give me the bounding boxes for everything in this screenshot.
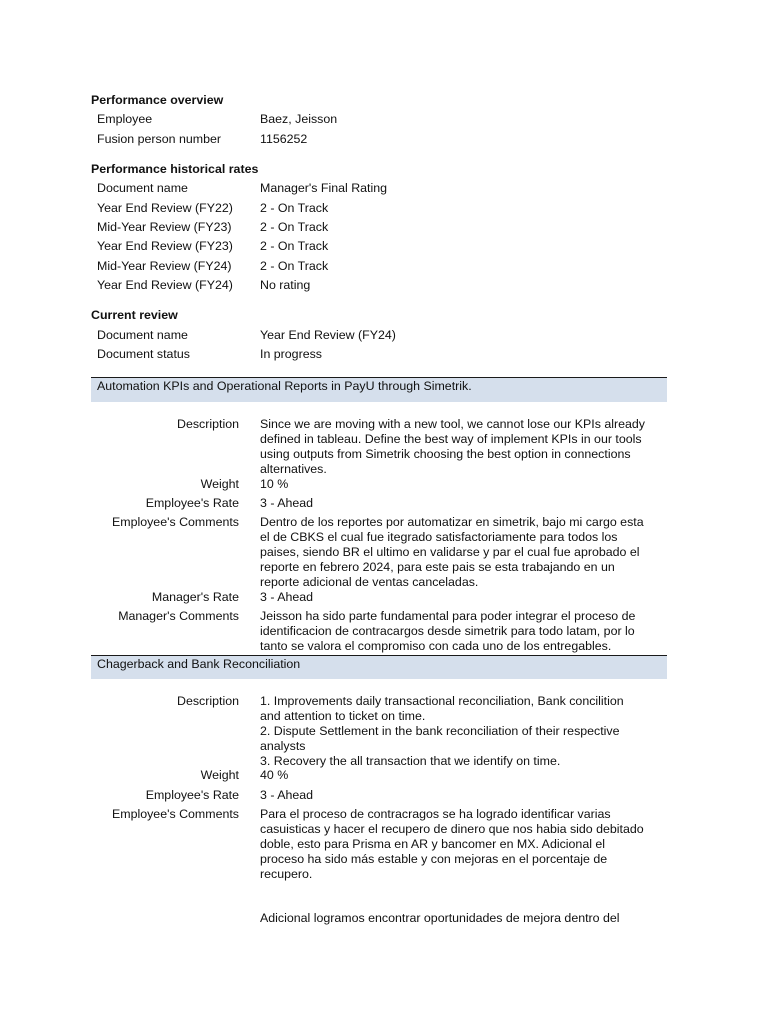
text-line: doble, esto para Prisma en AR y bancomer en MX. Adicional el <box>260 837 606 851</box>
text-line: analysts <box>260 739 306 753</box>
row-label: Year End Review (FY23) <box>97 239 233 253</box>
overview-row-employee <box>97 112 657 131</box>
text-line: Dentro de los reportes por automatizar en simetrik, bajo mi cargo esta <box>260 515 644 529</box>
text-line: recupero. <box>260 867 313 881</box>
field-label: Employee's Comments <box>111 807 239 821</box>
row-label: Employee <box>97 112 153 126</box>
field-label: Description <box>177 417 239 431</box>
text-line: Since we are moving with a new tool, we cannot lose our KPIs already <box>260 417 645 431</box>
row-label: Fusion person number <box>97 132 221 146</box>
text-line: casuisticas y hacer el recupero de dinero que nos habia sido debitado <box>260 822 644 836</box>
text-line: paises, siendo BR el ultimo en validarse y par el cual fue aprobado el <box>260 545 640 559</box>
field-label: Description <box>177 694 239 708</box>
row-value: Year End Review (FY24) <box>260 328 396 342</box>
goal-title: Automation KPIs and Operational Reports in PayU through Simetrik. <box>97 379 472 393</box>
row-label: Document status <box>97 347 190 361</box>
row-label: Year End Review (FY22) <box>97 201 233 215</box>
row-value: 1156252 <box>260 132 308 146</box>
row-value: In progress <box>260 347 322 361</box>
field-label: Employee's Rate <box>145 788 239 802</box>
text-line: defined in tableau. Define the best way of implement KPIs in our tools <box>260 432 642 446</box>
field-value: 10 % <box>260 477 289 491</box>
row-value: 2 - On Track <box>260 259 329 273</box>
goal-header <box>91 655 667 679</box>
goal-header <box>91 377 667 402</box>
text-line: identificacion de contracargos desde simetrik para todo latam, por lo <box>260 624 635 638</box>
row-label: Mid-Year Review (FY24) <box>97 259 232 273</box>
text-line: 2. Dispute Settlement in the bank reconciliation of their respective <box>260 724 620 738</box>
field-label: Manager's Comments <box>118 609 239 623</box>
overview-title: Performance overview <box>91 93 224 107</box>
history-title: Performance historical rates <box>91 162 259 176</box>
text-line: Para el proceso de contracragos se ha logrado identificar varias <box>260 807 611 821</box>
text-line: proceso ha sido más estable y con mejoras en el porcentaje de <box>260 852 608 866</box>
row-value: 2 - On Track <box>260 239 329 253</box>
field-label: Weight <box>200 768 239 782</box>
text-line: tanto se valora el compromiso con cada uno de los entregables. <box>260 639 612 653</box>
text-line: Jeisson ha sido parte fundamental para poder integrar el proceso de <box>260 609 636 623</box>
field-value <box>260 609 660 654</box>
field-label: Manager's Rate <box>151 590 239 604</box>
row-value: No rating <box>260 278 311 292</box>
row-value: 2 - On Track <box>260 220 329 234</box>
row-label: Year End Review (FY24) <box>97 278 233 292</box>
text-line: and attention to ticket on time. <box>260 709 426 723</box>
field-value: 3 - Ahead <box>260 590 314 604</box>
current-row-document-name <box>97 328 657 347</box>
field-value <box>260 515 660 590</box>
row-value: 2 - On Track <box>260 201 329 215</box>
field-value: 3 - Ahead <box>260 788 314 802</box>
row-label: Mid-Year Review (FY23) <box>97 220 232 234</box>
field-value <box>260 694 660 769</box>
field-value: Adicional logramos encontrar oportunidades de mejora dentro del <box>260 911 620 925</box>
field-value <box>260 807 660 882</box>
current-row-document-status <box>97 347 657 366</box>
field-label: Employee's Rate <box>145 496 239 510</box>
row-label: Document name <box>97 328 188 342</box>
field-label: Employee's Comments <box>111 515 239 529</box>
row-value: Baez, Jeisson <box>260 112 338 126</box>
history-row <box>97 259 657 278</box>
field-label: Weight <box>200 477 239 491</box>
text-line: alternatives. <box>260 462 327 476</box>
text-line: reporte adicional de ventas canceladas. <box>260 575 479 589</box>
field-value: 40 % <box>260 768 289 782</box>
history-row <box>97 278 657 297</box>
history-row <box>97 201 657 220</box>
row-value: Manager's Final Rating <box>260 181 388 195</box>
text-line: using outputs from Simetrik choosing the best option in connections <box>260 447 631 461</box>
goal-title: Chagerback and Bank Reconciliation <box>97 657 301 671</box>
text-line: reporte en febrero 2024, para este pais se esta trabajando en un <box>260 560 615 574</box>
history-header-row <box>97 181 657 200</box>
current-review-title: Current review <box>91 308 178 322</box>
text-line: 1. Improvements daily transactional reconciliation, Bank concilition <box>260 694 624 708</box>
text-line: 3. Recovery the all transaction that we identify on time. <box>260 754 561 768</box>
row-label: Document name <box>97 181 188 195</box>
history-row <box>97 220 657 239</box>
field-value: 3 - Ahead <box>260 496 314 510</box>
field-value <box>260 417 660 477</box>
history-row <box>97 239 657 258</box>
overview-row-person-number <box>97 132 657 151</box>
text-line: el de CBKS el cual fue itegrado satisfactoriamente para todos los <box>260 530 618 544</box>
